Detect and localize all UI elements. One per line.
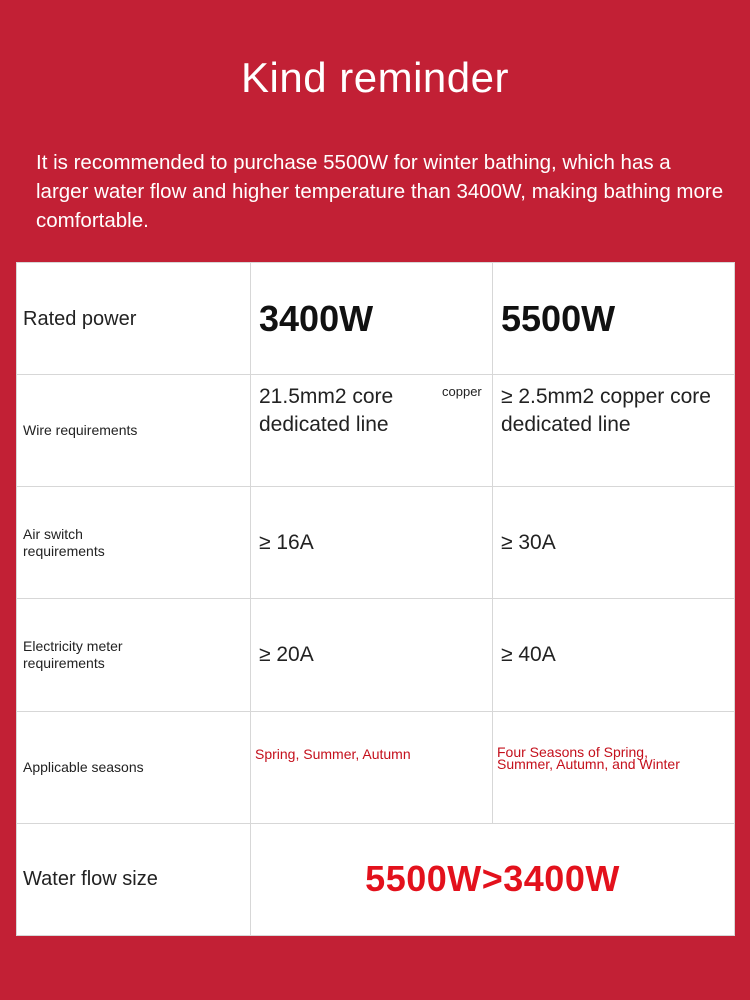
row-label-wire: Wire requirements [17, 375, 251, 487]
row-label-air-switch [17, 487, 251, 599]
wire-3400-note: copper [442, 384, 482, 400]
table-row-seasons [17, 711, 735, 823]
table-row-flow [17, 823, 735, 935]
power-5500-value: 5500W [493, 263, 735, 375]
row-label-meter-text: Electricity meter requirements [23, 638, 123, 672]
intro-text: It is recommended to purchase 5500W for winter bathing, which has a larger water flow and higher temperature than 3400W, making bathing more comfortable. [36, 151, 724, 232]
seasons-3400-value: Spring, Summer, Autumn [251, 711, 493, 823]
flow-comparison-cell [251, 823, 735, 935]
table-row-air-switch [17, 487, 735, 599]
meter-5500-value: ≥ 40A [493, 599, 735, 711]
wire-3400-cell [251, 375, 493, 487]
meter-3400-value: ≥ 20A [251, 599, 493, 711]
row-label-flow: Water flow size [17, 823, 251, 935]
page-title: Kind reminder [241, 54, 509, 101]
power-3400-value: 3400W [251, 263, 493, 375]
wire-3400-value: 21.5mm2 core dedicated line [259, 385, 394, 437]
row-label-rated-power: Rated power [17, 263, 251, 375]
air-switch-3400-value: ≥ 16A [251, 487, 493, 599]
table-row-rated-power [17, 263, 735, 375]
spec-comparison-table [16, 262, 735, 936]
table-row-wire [17, 375, 735, 487]
air-switch-5500-value: ≥ 30A [493, 487, 735, 599]
row-label-seasons: Applicable seasons [17, 711, 251, 823]
wire-5500-value: ≥ 2.5mm2 copper core dedicated line [493, 375, 735, 487]
table-row-meter [17, 599, 735, 711]
seasons-5500-value: Four Seasons of Spring, Summer, Autumn, and Winter [493, 711, 735, 823]
flow-comparison-value: 5500W>3400W [365, 858, 620, 900]
row-label-air-switch-text: Air switch requirements [23, 525, 105, 559]
row-label-meter [17, 599, 251, 711]
